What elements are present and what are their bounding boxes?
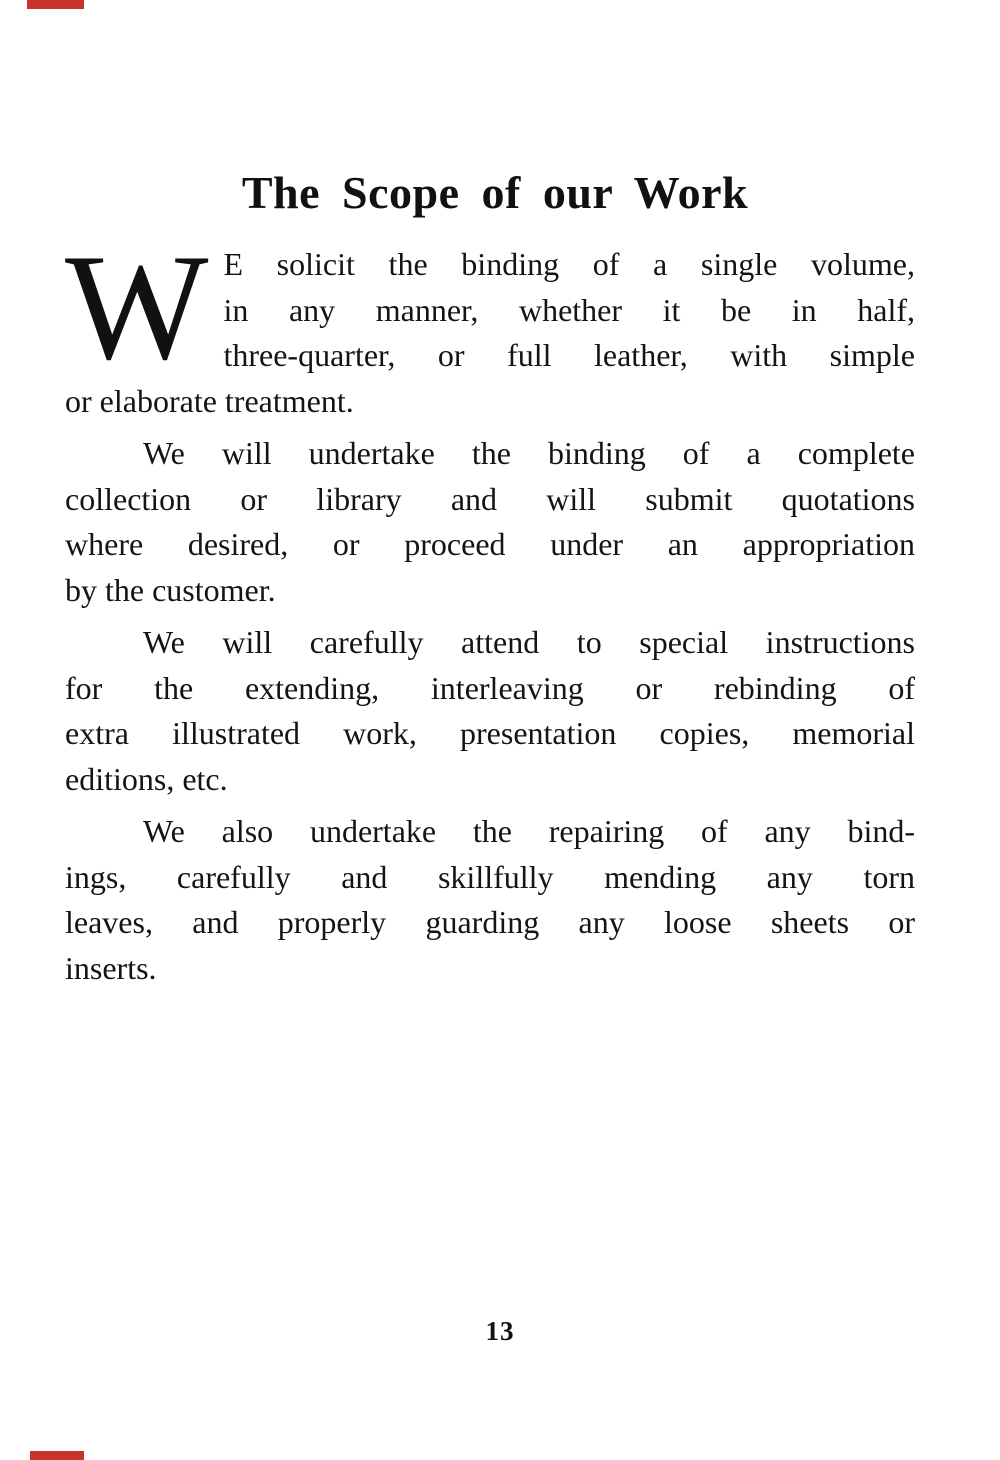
text-line: where desired, or proceed under an appropriation	[65, 526, 915, 562]
page-title: The Scope of our Work	[241, 167, 749, 218]
text-line: by the customer.	[65, 571, 276, 608]
dropcap-initial: W	[65, 223, 209, 391]
body-text	[65, 223, 915, 991]
text-line: collection or library and will submit quotations	[65, 480, 915, 517]
text-line: inserts.	[65, 949, 157, 986]
text-line: or elaborate treatment.	[65, 382, 354, 419]
paragraph-2	[65, 431, 915, 613]
text-line: We will carefully attend to special instructions	[143, 624, 915, 660]
text-line: extra illustrated work, presentation copies, memorial	[65, 715, 915, 751]
text-line: for the extending, interleaving or rebinding of	[65, 669, 915, 706]
page-number: 13	[485, 1316, 515, 1346]
text-line: editions, etc.	[65, 760, 228, 797]
text-line: We also undertake the repairing of any bind-	[143, 813, 915, 849]
paragraph-3	[65, 620, 915, 802]
text-line: leaves, and properly guarding any loose sheets or	[65, 904, 915, 940]
text-line: in any manner, whether it be in half,	[223, 291, 915, 328]
text-line: three-quarter, or full leather, with simple	[223, 337, 915, 373]
paragraph-1	[65, 223, 915, 424]
text-line: E solicit the binding of a single volume,	[223, 246, 915, 282]
text-line: ings, carefully and skillfully mending any torn	[65, 858, 915, 895]
red-ink-mark-bottom	[30, 1451, 84, 1460]
paragraph-4	[65, 809, 915, 991]
red-ink-mark-top	[27, 0, 84, 9]
text-line: We will undertake the binding of a complete	[143, 435, 915, 471]
